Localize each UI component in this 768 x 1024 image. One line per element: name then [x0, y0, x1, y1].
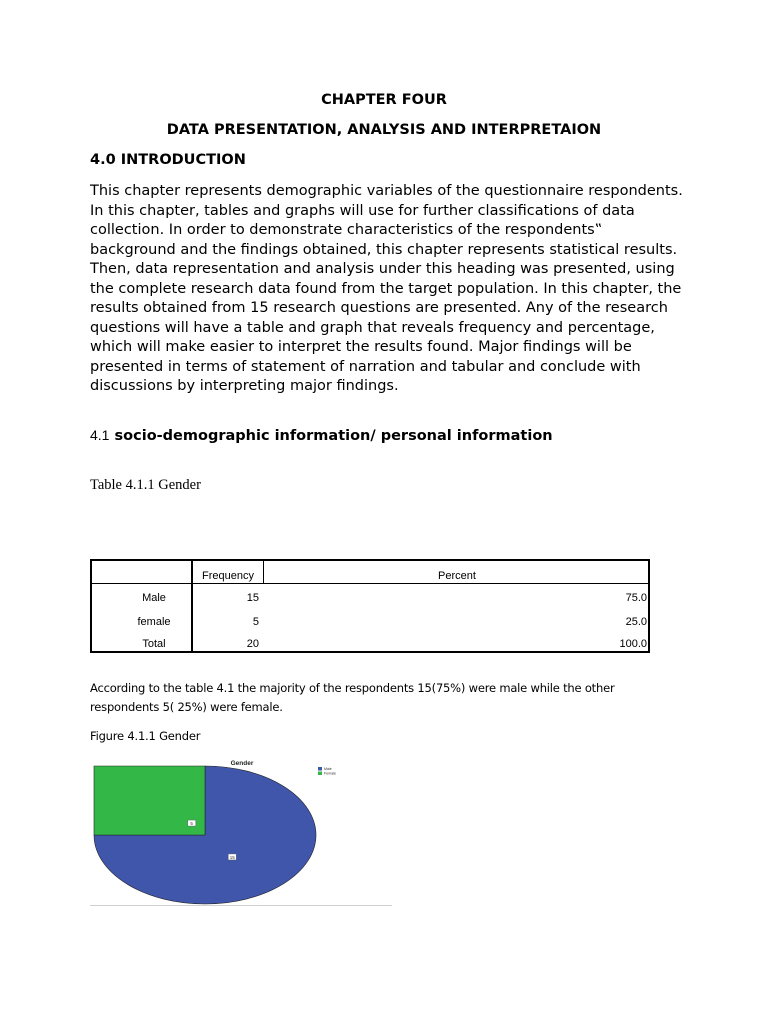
intro-heading: 4.0 INTRODUCTION — [90, 152, 246, 168]
chapter-title: CHAPTER FOUR — [321, 92, 447, 108]
chapter-subtitle: DATA PRESENTATION, ANALYSIS AND INTERPRETAION — [166, 122, 602, 138]
header-percent: Percent — [438, 570, 476, 582]
chart-legend — [318, 767, 336, 776]
svg-text:Female: Female — [324, 771, 336, 776]
row-male-frequency: 15 — [246, 592, 259, 604]
row-female-frequency: 5 — [252, 616, 259, 628]
intro-paragraph: This chapter represents demographic variables of the questionnaire respondents. In this chapter, tables and graphs will use for further classifications of data collection. In order to demonstrate characteristics of the respondents‟ background and the findings obtained, this chapter represents statistical results. Then, data representation and analysis under this heading was presented, using the complete research data found from the target population. In this chapter, the results obtained from 15 research questions are presented. Any of the research questions will have a table and graph that reveals frequency and percentage, which will make easier to interpret the results found. Major findings will be presented in terms of statement of narration and tabular and conclude with discussions by interpreting major findings. — [90, 183, 683, 394]
row-female-percent: 25.0 — [625, 616, 647, 628]
table-caption: Table 4.1.1 Gender — [90, 477, 201, 493]
pie-data-label-male — [228, 854, 236, 860]
row-total-label: Total — [142, 638, 166, 650]
section-title: socio-demographic information/ personal information — [114, 428, 553, 444]
row-male-percent: 75.0 — [625, 592, 647, 604]
pie-data-label-female — [188, 820, 196, 826]
figure-caption: Figure 4.1.1 Gender — [90, 729, 201, 743]
section-heading — [90, 427, 553, 444]
legend-item-female — [318, 772, 336, 776]
row-female-label: female — [137, 616, 171, 628]
gender-pie-chart — [90, 755, 392, 905]
chart-title: Gender — [230, 760, 254, 767]
section-number: 4.1 — [90, 427, 110, 443]
svg-text:Male: Male — [324, 767, 332, 771]
svg-text:15: 15 — [229, 854, 235, 860]
gender-table — [90, 559, 650, 653]
legend-item-male — [318, 767, 332, 771]
table-summary: According to the table 4.1 the majority of the respondents 15(75%) were male while the other respondents 5( 25%) were female. — [90, 681, 615, 714]
row-total-frequency: 20 — [246, 638, 259, 650]
pie-slices — [94, 766, 316, 904]
figure-rule — [90, 905, 392, 906]
header-frequency: Frequency — [202, 570, 254, 582]
table-divider — [92, 583, 648, 584]
row-male-label: Male — [142, 592, 166, 604]
svg-text:5: 5 — [190, 820, 193, 826]
row-total-percent: 100.0 — [619, 638, 647, 650]
